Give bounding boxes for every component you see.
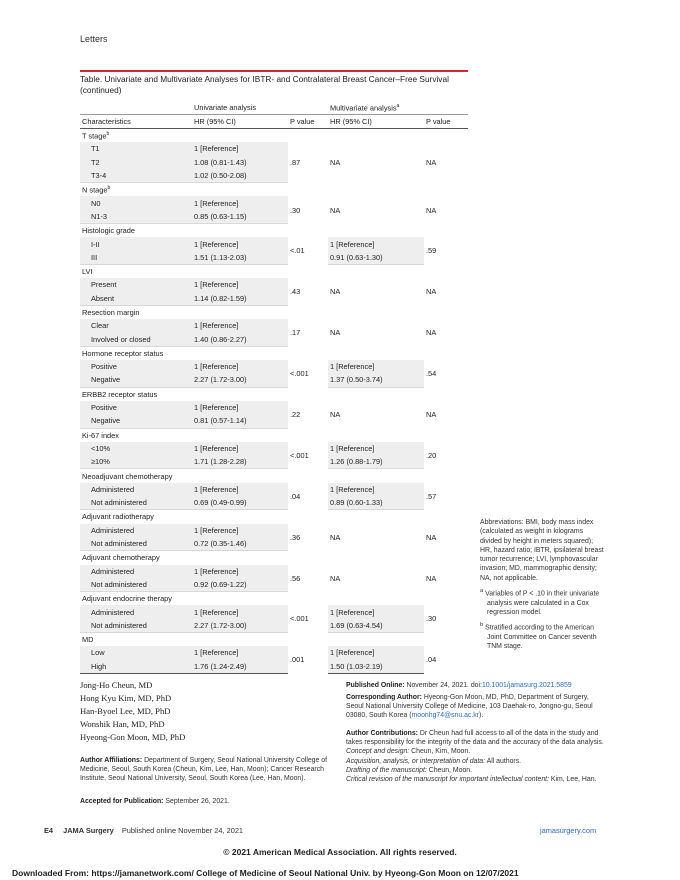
hr-multivariate: NA <box>330 409 341 419</box>
hr-multivariate: 0.89 (0.60-1.33) <box>328 496 424 510</box>
group-label: Histologic grade <box>82 226 135 236</box>
hr-univariate: 1.08 (0.81-1.43) <box>192 156 288 169</box>
p-multivariate: NA <box>426 409 437 419</box>
row-label: High <box>80 660 192 674</box>
group-label: Adjuvant radiotherapy <box>82 512 154 522</box>
table-row <box>80 251 468 265</box>
author: Hong Kyu Kim, MD, PhD <box>80 693 172 703</box>
hr-univariate: 1 [Reference] <box>192 360 288 373</box>
table-row <box>80 196 468 209</box>
hr-multivariate: 1 [Reference] <box>328 360 424 373</box>
p-multivariate: NA <box>426 205 437 215</box>
table-group-row <box>80 428 468 442</box>
p-multivariate: NA <box>426 157 437 167</box>
copyright: © 2021 American Medical Association. All rights reserved. <box>223 847 457 857</box>
table-group-row <box>80 264 468 278</box>
row-label: Positive <box>80 360 192 373</box>
hr-univariate: 1.71 (1.28-2.28) <box>192 455 288 469</box>
p-univariate: .43 <box>290 287 301 297</box>
hr-multivariate: NA <box>330 573 341 583</box>
table-group-row <box>80 224 468 238</box>
publication-info: Published online November 24, 2021 <box>121 826 244 835</box>
row-label: Not administered <box>80 537 192 551</box>
group-label: ERBB2 receptor status <box>82 389 158 399</box>
group-label: Neoadjuvant chemotherapy <box>82 471 173 481</box>
hr-multivariate: 1.26 (0.88-1.79) <box>328 455 424 469</box>
table-row <box>80 483 468 496</box>
group-label: MD <box>82 635 94 645</box>
group-label: Ki-67 index <box>82 430 119 440</box>
hr-univariate: 1 [Reference] <box>192 196 288 209</box>
row-label: Not administered <box>80 496 192 510</box>
group-label: Adjuvant endocrine therapy <box>82 594 172 604</box>
hr-univariate: 0.81 (0.57-1.14) <box>192 414 288 428</box>
table-group-row <box>80 510 468 524</box>
p-multivariate: .30 <box>426 614 437 624</box>
row-label: Positive <box>80 401 192 414</box>
row-label: Not administered <box>80 578 192 592</box>
row-label: I-II <box>80 237 192 250</box>
hr-univariate: 1 [Reference] <box>192 442 288 455</box>
author-affiliations: Author Affiliations: Department of Surgery, Seoul National University College of Medicine, Seoul, South Korea (Cheun, Kim, Lee, Han, Moon); Cancer Research Institute, Seoul National University, Seoul, South Korea (Lee, Han, Moon). <box>80 757 328 783</box>
p-multivariate: NA <box>426 532 437 542</box>
table-row <box>80 237 468 250</box>
p-multivariate: .57 <box>426 491 437 501</box>
p-univariate: <.001 <box>290 450 309 460</box>
table-row <box>80 360 468 373</box>
row-label: Clear <box>80 319 192 332</box>
author: Hyeong-Gon Moon, MD, PhD <box>80 732 186 742</box>
hr-multivariate: 1.69 (0.63-4.54) <box>328 619 424 633</box>
row-label: III <box>80 251 192 265</box>
journal-site-link[interactable]: jamasurgery.com <box>540 826 597 835</box>
row-label: N1-3 <box>80 210 192 224</box>
hr-multivariate: NA <box>330 328 341 338</box>
p-multivariate: NA <box>426 328 437 338</box>
table-row <box>80 524 468 537</box>
group-label: LVI <box>82 267 93 277</box>
p-univariate: .56 <box>290 573 301 583</box>
hr-univariate: 2.27 (1.72-3.00) <box>192 619 288 633</box>
journal-name: JAMA Surgery <box>63 826 114 835</box>
hr-univariate: 1 [Reference] <box>192 401 288 414</box>
p-univariate: <.01 <box>290 246 305 256</box>
univariate-header: Univariate analysis <box>192 101 328 115</box>
table-group-row <box>80 551 468 565</box>
header-characteristics: Characteristics <box>80 115 192 129</box>
hr-multivariate: 1.50 (1.03-2.19) <box>328 660 424 674</box>
row-label: <10% <box>80 442 192 455</box>
published-online: Published Online: November 24, 2021. doi:10.1001/jamasurg.2021.5859 <box>346 682 572 689</box>
download-notice: Downloaded From: https://jamanetwork.com/ College of Medicine of Seoul National Univ. by Hyeong-Gon Moon on 12/07/2021 <box>12 868 519 878</box>
row-label: N0 <box>80 196 192 209</box>
footnote-b: $^b$ Stratified according to the American Joint Committee on Cancer seventh TNM stage. <box>480 622 597 651</box>
header-p-multivariate: P value <box>424 115 468 129</box>
p-univariate: .30 <box>290 205 301 215</box>
row-label: Low <box>80 646 192 659</box>
p-multivariate: NA <box>426 573 437 583</box>
p-univariate: .001 <box>290 655 305 665</box>
p-univariate: .36 <box>290 532 301 542</box>
hr-univariate: 1 [Reference] <box>192 646 288 659</box>
p-univariate: .04 <box>290 491 301 501</box>
p-multivariate: .04 <box>426 655 437 665</box>
p-univariate: .87 <box>290 157 301 167</box>
group-label: Resection margin <box>82 308 140 317</box>
hr-univariate: 1 [Reference] <box>192 483 288 496</box>
p-univariate: <.001 <box>290 369 309 379</box>
group-label: Adjuvant chemotherapy <box>82 553 160 563</box>
table-row <box>80 373 468 387</box>
hr-multivariate: 1 [Reference] <box>328 646 424 659</box>
hr-univariate: 1 [Reference] <box>192 524 288 537</box>
table-row <box>80 605 468 618</box>
multivariate-header: Multivariate analysis$^a$ <box>328 101 468 115</box>
table-row <box>80 660 468 674</box>
row-label: Present <box>80 278 192 291</box>
row-label: Negative <box>80 414 192 428</box>
p-multivariate: NA <box>426 287 437 297</box>
table-group-row <box>80 469 468 483</box>
group-label: N stage$^b$ <box>82 185 111 195</box>
author: Han-Byoel Lee, MD, PhD <box>80 706 171 716</box>
hr-univariate: 2.27 (1.72-3.00) <box>192 373 288 387</box>
table-title: Table. Univariate and Multivariate Analyses for IBTR- and Contralateral Breast Cancer–Free Survival (continued) <box>80 74 449 95</box>
row-label: Negative <box>80 373 192 387</box>
table-group-row <box>80 632 468 646</box>
table-header-row <box>80 115 468 129</box>
section-label: Letters <box>80 34 108 44</box>
header-hr-univariate: HR (95% CI) <box>192 115 288 129</box>
hr-univariate: 0.92 (0.69-1.22) <box>192 578 288 592</box>
table-row <box>80 278 468 291</box>
author: Wonshik Han, MD, PhD <box>80 719 165 729</box>
table-row <box>80 319 468 332</box>
row-label: T3-4 <box>80 169 192 183</box>
row-label: Absent <box>80 292 192 306</box>
hr-multivariate: 1 [Reference] <box>328 442 424 455</box>
p-univariate: .17 <box>290 328 301 338</box>
group-label: Hormone receptor status <box>82 348 164 358</box>
hr-univariate: 1 [Reference] <box>192 237 288 250</box>
row-label: Administered <box>80 483 192 496</box>
hr-multivariate: NA <box>330 205 341 215</box>
hr-univariate: 1 [Reference] <box>192 278 288 291</box>
author-list <box>80 679 185 744</box>
hr-multivariate: 0.91 (0.63-1.30) <box>328 251 424 265</box>
row-label: Administered <box>80 524 192 537</box>
footnote-a: $^a$ Variables of P < .10 in their univariate analysis were calculated in a Cox regression model. <box>480 588 600 616</box>
p-univariate: .22 <box>290 409 301 419</box>
table-row <box>80 496 468 510</box>
hr-univariate: 0.85 (0.63-1.15) <box>192 210 288 224</box>
hr-multivariate: NA <box>330 287 341 297</box>
hr-univariate: 1 [Reference] <box>192 605 288 618</box>
group-label: T stage$^b$ <box>82 130 110 141</box>
table-row <box>80 401 468 414</box>
hr-multivariate: NA <box>330 532 341 542</box>
table-row <box>80 142 468 155</box>
table-group-row <box>80 305 468 319</box>
header-hr-multivariate: HR (95% CI) <box>328 115 424 129</box>
email-link[interactable]: moonhg74@snu.ac.kr <box>411 712 480 720</box>
table-group-row <box>80 183 468 197</box>
p-multivariate: .20 <box>426 450 437 460</box>
row-label: Not administered <box>80 619 192 633</box>
hr-multivariate: 1 [Reference] <box>328 605 424 618</box>
hr-multivariate: 1 [Reference] <box>328 483 424 496</box>
author-contributions: Author Contributions: Dr Cheun had full access to all of the data in the study and takes responsibility for the integrity of the data and the accuracy of the data analysis. Concept and design: Cheun, Kim, Moon. Acquisition, analysis, or interpretation of data: All authors. Drafting of the manuscript: Cheun, Moon. Critical revision of the manuscript for important intellectual content: Kim, Lee, Han. <box>346 730 604 784</box>
hr-univariate: 1 [Reference] <box>192 319 288 332</box>
table-group-row <box>80 346 468 360</box>
hr-multivariate: 1 [Reference] <box>328 237 424 250</box>
doi-link[interactable]: 10.1001/jamasurg.2021.5859 <box>481 682 572 689</box>
hr-univariate: 1 [Reference] <box>192 142 288 155</box>
p-univariate: <.001 <box>290 614 309 624</box>
hr-univariate: 1.40 (0.86-2.27) <box>192 332 288 346</box>
hr-univariate: 0.72 (0.35-1.46) <box>192 537 288 551</box>
accepted-date: Accepted for Publication: September 26, 2021. <box>80 798 230 805</box>
hr-univariate: 1.76 (1.24-2.49) <box>192 660 288 674</box>
page-number: E4 <box>44 826 54 835</box>
hr-multivariate: NA <box>330 157 341 167</box>
table-row <box>80 455 468 469</box>
hr-multivariate: 1.37 (0.50-3.74) <box>328 373 424 387</box>
table-group-row <box>80 129 468 143</box>
row-label: Administered <box>80 605 192 618</box>
p-multivariate: .59 <box>426 246 437 256</box>
hr-univariate: 1.02 (0.50-2.08) <box>192 169 288 183</box>
hr-univariate: 1 [Reference] <box>192 565 288 578</box>
table-row <box>80 442 468 455</box>
table-row <box>80 646 468 659</box>
table-group-row <box>80 387 468 401</box>
page-footer <box>44 826 243 835</box>
author: Jong-Ho Cheun, MD <box>80 680 153 690</box>
table-group-row <box>80 592 468 606</box>
row-label: T1 <box>80 142 192 155</box>
abbreviations: Abbreviations: BMI, body mass index (calculated as weight in kilograms divided by height in meters squared); HR, hazard ratio; IBTR, ipsilateral breast tumor recurrence; LVI, lymphovascular invasion; MD, mammographic density; NA, not applicable. <box>480 519 604 582</box>
table-row <box>80 619 468 633</box>
table-row <box>80 565 468 578</box>
p-multivariate: .54 <box>426 369 437 379</box>
hr-univariate: 0.69 (0.49-0.99) <box>192 496 288 510</box>
row-label: Administered <box>80 565 192 578</box>
table-notes <box>480 518 604 655</box>
row-label: Involved or closed <box>80 332 192 346</box>
header-p-univariate: P value <box>288 115 328 129</box>
hr-univariate: 1.14 (0.82-1.59) <box>192 292 288 306</box>
row-label: T2 <box>80 156 192 169</box>
accent-rule <box>80 70 468 72</box>
results-table <box>80 101 468 674</box>
table-header-group-row <box>80 101 468 115</box>
corresponding-author: Corresponding Author: Hyeong-Gon Moon, MD, PhD, Department of Surgery, Seoul National University College of Medicine, 103 Daehak-ro, Jongno-gu, Seoul 03080, South Korea (moonhg74@snu.ac.kr). <box>346 694 593 720</box>
hr-univariate: 1.51 (1.13-2.03) <box>192 251 288 265</box>
row-label: ≥10% <box>80 455 192 469</box>
